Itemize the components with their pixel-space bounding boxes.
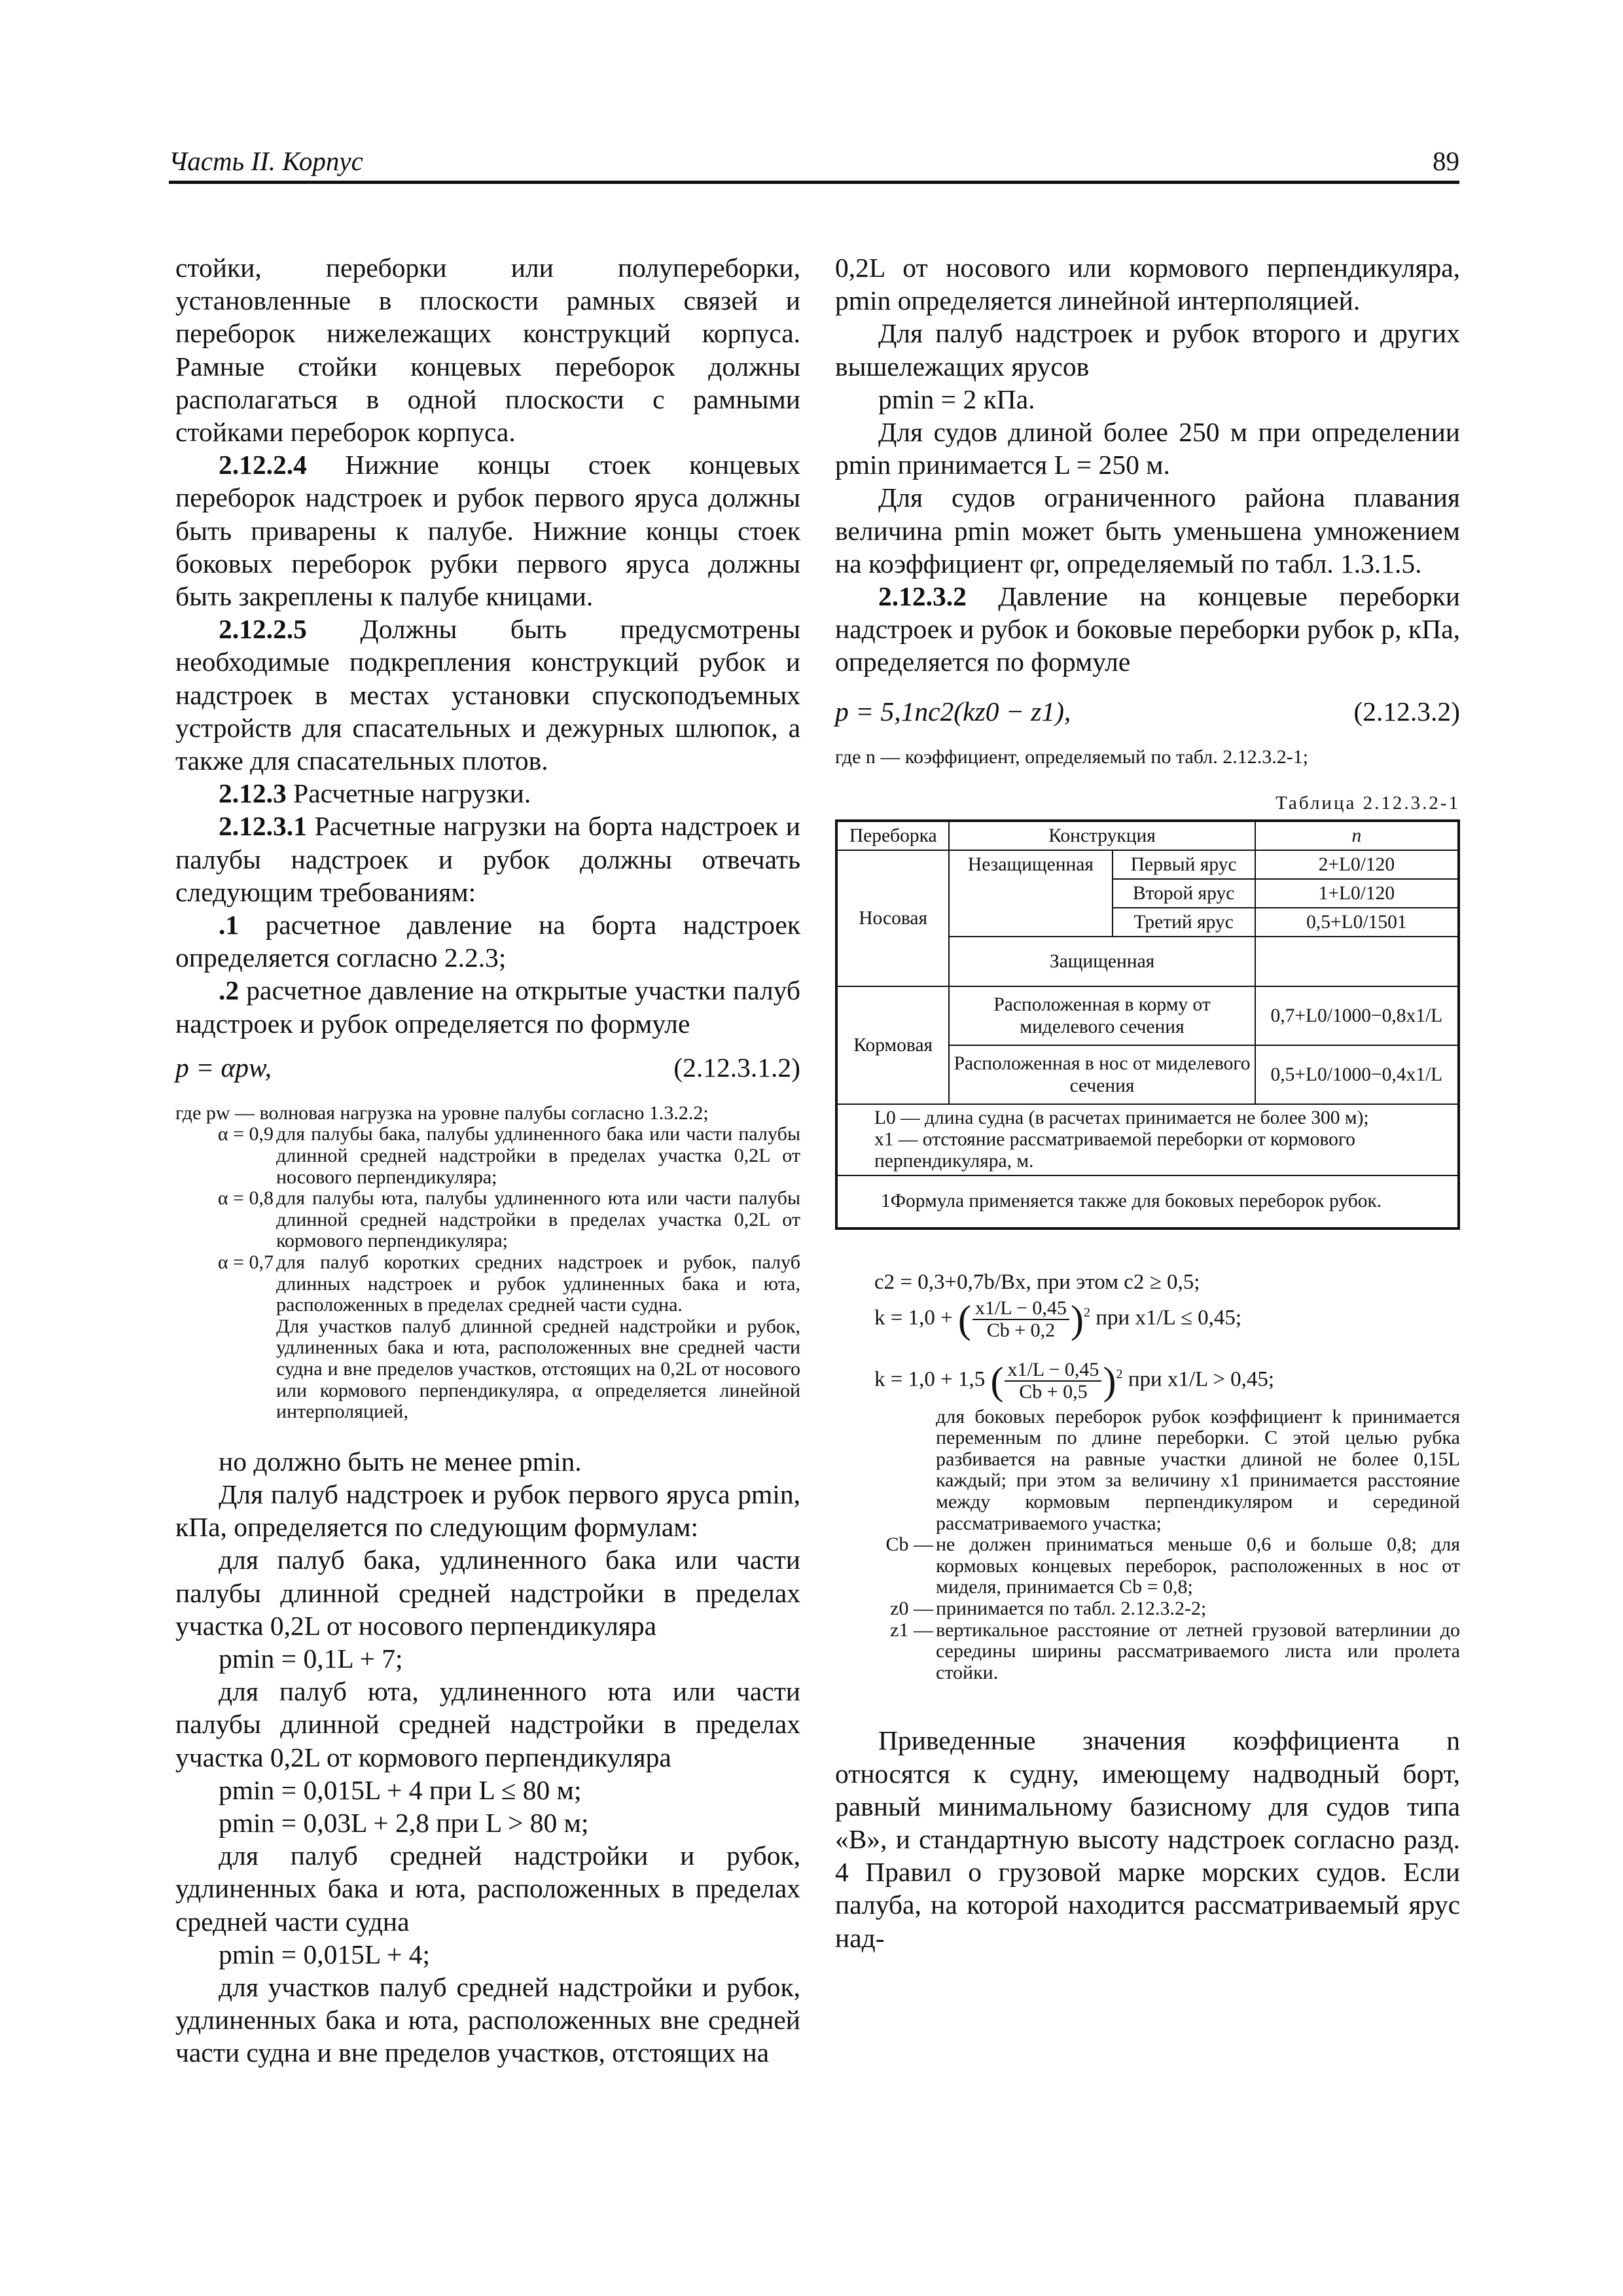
alpha-text-main: для палуб коротких средних надстроек и рубок, палуб длинных надстроек и рубок удлиненных бака и юта, расположенных в пределах средней части судна. [276, 1251, 800, 1316]
paragraph: для палуб средней надстройки и рубок, удлиненных бака и юта, расположенных в пределах средней части судна [175, 1840, 800, 1937]
table-row [836, 986, 1459, 1045]
construction-cell: Расположенная в корму от миделевого сечения [949, 986, 1255, 1045]
note-x1: x1 — отстояние рассматриваемой переборки от кормового перпендикуляра, м. [874, 1128, 1355, 1172]
paragraph: для палуб бака, удлиненного бака или части палубы длинной средней надстройки в пределах участка 0,2L от носового перпендикуляра [175, 1545, 800, 1641]
k2-denominator: Cb + 0,5 [1019, 1380, 1088, 1403]
header-cell: n [1255, 821, 1459, 850]
paren-close: ) [1103, 1359, 1116, 1403]
alpha-label: α = 0,8 [217, 1187, 274, 1210]
formula-pmin-3: pmin = 0,03L + 2,8 при L > 80 м; [219, 1808, 589, 1839]
paragraph: стойки, переборки или полупереборки, установленные в плоскости рамных связей и переборок нижележащих конструкций корпуса. Рамные стойки концевых переборок должны располагаться в одной плоскости с рамными стойками переборок корпуса. [175, 253, 800, 448]
k1-cond: при x1/L ≤ 0,45; [1096, 1306, 1242, 1330]
clause-number: 2.12.3.1 [219, 811, 307, 842]
cb-label: Cb — [885, 1534, 933, 1556]
formula-number: (2.12.3.2) [1353, 696, 1460, 726]
formula-k2: k = 1,0 + 1,5 ( $\frac{x1/L - 0,45}{Cb + 0,5}$ )$^2$ при x1/L > 0,45; [874, 1358, 1275, 1403]
paragraph: для палуб юта, удлиненного юта или части палубы длинной средней надстройки в пределах участка 0,2L от кормового перпендикуляра [175, 1676, 800, 1772]
bulkhead-cell: Кормовая [836, 986, 949, 1104]
formula-2-12-3-2 [835, 696, 1460, 732]
formula-pmin-4: pmin = 0,015L + 4; [219, 1939, 431, 1969]
k-note: для боковых переборок рубок коэффициент k принимается переменным по длине переборки. С этой целью рубка разбивается на равные участки длиной не более 0,15L каждый; при этом за величину x1 принимается расстояние между кормовым перпендикуляром и серединой рассматриваемого участка; [936, 1405, 1460, 1534]
bulkhead-cell: Носовая [836, 850, 949, 986]
formula-expression: p = αpw, [175, 1052, 272, 1083]
n-cell: 0,5+L0/1501 [1255, 908, 1459, 937]
n-cell: 0,7+L0/1000−0,8x1/L [1255, 986, 1459, 1045]
item-2 [175, 974, 800, 1039]
item-text: расчетное давление на борта надстроек определяется согласно 2.2.3; [175, 910, 800, 973]
paren-open: ( [990, 1359, 1004, 1403]
formula-pmin-2: pmin = 0,015L + 4 при L ≤ 80 м; [219, 1774, 582, 1805]
paragraph: Для судов ограниченного района плавания величина pmin может быть уменьшена умножением на коэффициент φr, определяемый по табл. 1.3.1.5. [835, 482, 1460, 579]
spacer [835, 1407, 936, 1535]
running-header [169, 143, 1459, 184]
k2-cond: при x1/L > 0,45; [1128, 1367, 1275, 1391]
table-row [836, 850, 1459, 879]
clause-number: 2.12.2.4 [219, 450, 307, 480]
construction-cell: Расположенная в нос от миделевого сечения [949, 1045, 1255, 1104]
tier-cell: Третий ярус [1113, 908, 1255, 937]
clause-2-12-3-2 [835, 580, 1460, 679]
formula-number: (2.12.3.1.2) [673, 1052, 800, 1083]
n-cell [1255, 937, 1459, 986]
item-1 [175, 908, 800, 974]
clause-2-12-3-1 [175, 810, 800, 908]
coefficient-table [835, 819, 1460, 1230]
clause-text: Давление на концевые переборки надстроек и рубок и боковые переборки рубок p, кПа, определяется по формуле [835, 581, 1460, 677]
formula-explanation [175, 1103, 800, 1423]
table-notes-row [836, 1104, 1459, 1175]
clause-2-12-2-5 [175, 613, 800, 777]
k1-fraction [972, 1298, 1069, 1341]
paragraph: Для судов длиной более 250 м при определении pmin принимается L = 250 м. [835, 417, 1460, 480]
alpha-0-9 [175, 1124, 800, 1188]
paragraph: 0,2L от носового или кормового перпендикуляра, pmin определяется линейной интерполяцией. [835, 253, 1460, 316]
section-number: 2.12.3 [219, 778, 287, 809]
clause-text: Расчетные нагрузки на борта надстроек и палубы надстроек и рубок должны отвечать следующим требованиям: [175, 811, 800, 907]
coefficients-block [835, 1269, 1460, 1403]
k1-denominator: Cb + 0,2 [986, 1319, 1056, 1341]
formula-pmin-1: pmin = 0,1L + 7; [219, 1643, 403, 1674]
alpha-0-8 [175, 1188, 800, 1252]
alpha-label: α = 0,9 [217, 1123, 274, 1145]
formula-expression: p = 5,1nc2(kz0 − z1), [835, 696, 1071, 726]
paren-open: ( [957, 1297, 971, 1341]
item-number: .1 [219, 910, 240, 941]
section-title: Расчетные нагрузки. [286, 778, 531, 809]
alpha-0-7 [175, 1252, 800, 1423]
z0-row [835, 1598, 1460, 1620]
footnote-text: 1Формула применяется также для боковых переборок рубок. [881, 1191, 1382, 1212]
paragraph: Для палуб надстроек и рубок первого яруса pmin, кПа, определяется по следующим формулам: [175, 1479, 800, 1543]
alpha-text-interp: Для участков палуб длинной средней надстройки и рубок, удлиненных бака и юта, расположенных вне средней части судна и вне пределов участков, отстоящих на 0,2L от носового или кормового перпендикуляра, α определяется линейной интерполяцией, [276, 1315, 800, 1423]
tier-cell: Второй ярус [1113, 879, 1255, 908]
paren-close: ) [1070, 1297, 1084, 1341]
header-cell: Переборка [836, 821, 949, 850]
z0-text: принимается по табл. 2.12.3.2-2; [936, 1597, 1207, 1619]
k2-numerator: x1/L − 0,45 [1005, 1359, 1101, 1382]
k2-fraction [1005, 1359, 1101, 1403]
construction-cell: Незащищенная [949, 850, 1112, 937]
paragraph: Для палуб надстроек и рубок второго и других вышележащих ярусов [835, 318, 1460, 382]
table-footnote [836, 1175, 1459, 1229]
note-l0: L0 — длина судна (в расчетах принимается не более 300 м); [874, 1107, 1369, 1128]
z1-row [835, 1620, 1460, 1684]
z1-label: z1 — [890, 1619, 933, 1641]
header-cell: Конструкция [949, 821, 1255, 850]
alpha-label: α = 0,7 [217, 1251, 274, 1274]
left-column [175, 251, 800, 2070]
k-note-row [835, 1407, 1460, 1535]
k1-lead: k = 1,0 + [874, 1306, 953, 1330]
formula-c2: c2 = 0,3+0,7b/Bx, при этом c2 ≥ 0,5; [874, 1270, 1200, 1294]
alpha-text: для палубы бака, палубы удлиненного бака или части палубы длинной средней надстройки в пределах участка 0,2L от носового перпендикуляра; [276, 1123, 800, 1188]
table-header-row [836, 821, 1459, 850]
not-less-than: но должно быть не менее pmin. [219, 1446, 582, 1477]
part-title: Часть II. Корпус [169, 146, 363, 176]
tier-cell: Первый ярус [1113, 850, 1255, 879]
item-text: расчетное давление на открытые участки палуб надстроек и рубок определяется по формуле [175, 975, 800, 1039]
right-column [835, 251, 1460, 1954]
formula-pmin-upper: pmin = 2 кПа. [878, 384, 1035, 414]
k1-numerator: x1/L − 0,45 [972, 1298, 1069, 1320]
z1-text: вертикальное расстояние от летней грузовой ватерлинии до середины ширины рассматриваемого листа или пролета стойки. [936, 1619, 1460, 1683]
section-2-12-3 [175, 777, 800, 810]
z0-label: z0 — [890, 1597, 933, 1619]
paragraph: для участков палуб средней надстройки и рубок, удлиненных бака и юта, расположенных вне средней части судна и вне пределов участков, отстоящих на [175, 1972, 800, 2068]
table-caption: Таблица 2.12.3.2-1 [1275, 792, 1460, 814]
formula-2-12-3-1-2 [175, 1052, 800, 1088]
item-number: .2 [219, 975, 240, 1006]
table-notes [836, 1104, 1459, 1175]
n-cell: 2+L0/120 [1255, 850, 1459, 879]
page-number: 89 [1433, 146, 1459, 176]
where-n: где n — коэффициент, определяемый по табл. 2.12.3.2-1; [835, 745, 1309, 768]
table-footnote-row [836, 1175, 1459, 1229]
where-pw: где pw — волновая нагрузка на уровне палубы согласно 1.3.2.2; [175, 1102, 709, 1124]
clause-number: 2.12.3.2 [878, 581, 967, 612]
k2-lead: k = 1,0 + 1,5 [874, 1367, 986, 1391]
alpha-text [276, 1252, 800, 1423]
clause-text: Нижние концы стоек концевых переборок надстроек и рубок первого яруса должны быть приварены к палубе. Нижние концы стоек боковых переборок рубки первого яруса должны быть закреплены к палубе кницами. [175, 450, 800, 612]
alpha-text: для палубы юта, палубы удлиненного юта или части палубы длинной средней надстройки в пределах участка 0,2L от кормового перпендикуляра; [276, 1187, 800, 1252]
paragraph: Приведенные значения коэффициента n относятся к судну, имеющему надводный борт, равный минимальному базисному для судов типа «B», и стандартную высоту надстроек согласно разд. 4 Правил о грузовой марке морских судов. Если палуба, на которой находится рассматриваемый ярус над- [835, 1725, 1460, 1953]
clause-text: Должны быть предусмотрены необходимые подкрепления конструкций рубок и надстроек в местах установки спускоподъемных устройств для спасательных и дежурных шлюпок, а также для спасательных плотов. [175, 614, 800, 776]
formula-k1: k = 1,0 + ( $\frac{x1/L - 0,45}{Cb + 0,2}$ )$^2$ при x1/L ≤ 0,45; [874, 1297, 1242, 1341]
n-cell: 0,5+L0/1000−0,4x1/L [1255, 1045, 1459, 1104]
coefficient-explanation [835, 1407, 1460, 1684]
clause-number: 2.12.2.5 [219, 614, 307, 645]
n-cell: 1+L0/120 [1255, 879, 1459, 908]
clause-2-12-2-4 [175, 448, 800, 613]
cb-text: не должен приниматься меньше 0,6 и больше 0,8; для кормовых концевых переборок, расположенных в нос от миделя, принимается Cb = 0,8; [936, 1534, 1460, 1598]
construction-cell: Защищенная [949, 937, 1255, 986]
cb-row [835, 1534, 1460, 1598]
